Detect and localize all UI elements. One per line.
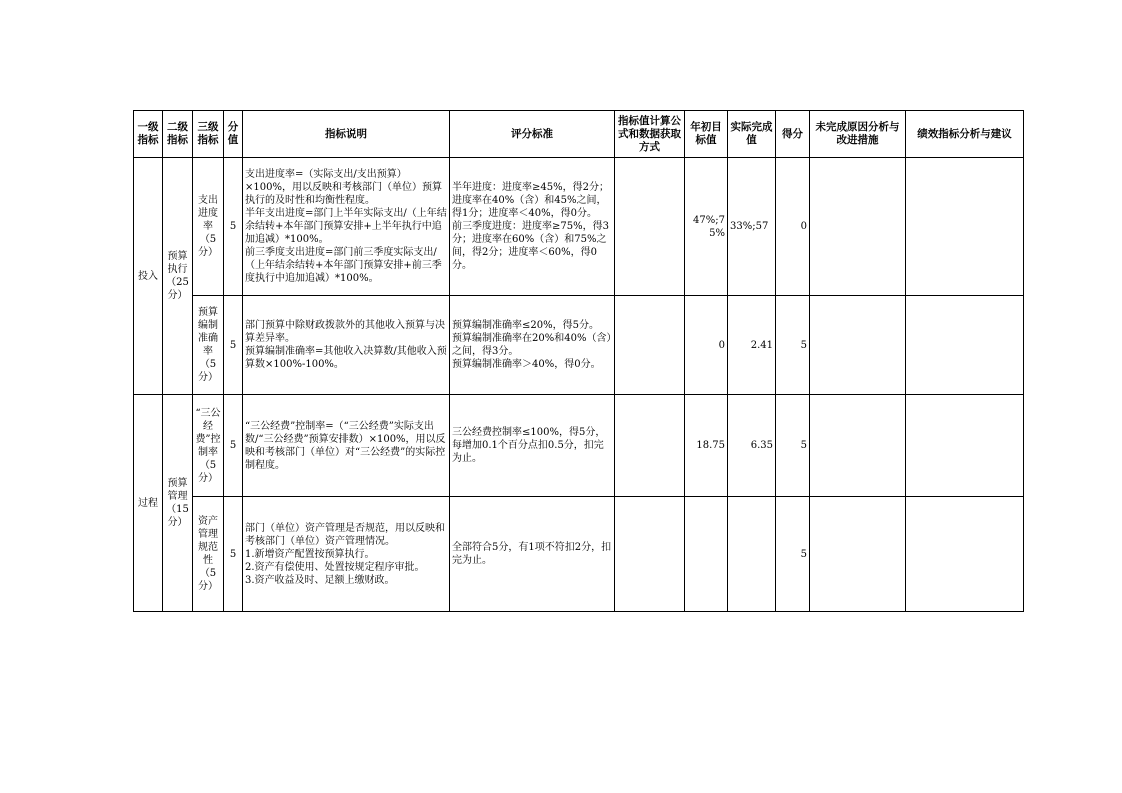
header-score-value: 分值 [224,111,243,158]
indicator-formula [615,497,685,612]
indicator-advice [906,497,1024,612]
indicator-actual: 6.35 [728,395,776,497]
indicator-score-value: 5 [224,395,243,497]
header-standard: 评分标准 [450,111,615,158]
indicator-reason [810,158,906,296]
indicator-target: 0 [685,296,728,395]
indicator-formula [615,158,685,296]
indicator-score-value: 5 [224,296,243,395]
indicator-formula [615,395,685,497]
group-budget-mgmt: 预算管理（15分） [163,395,193,612]
indicator-score: 5 [776,395,810,497]
indicator-score-value: 5 [224,497,243,612]
indicator-name: “三公经费”控制率（5分） [193,395,224,497]
indicator-description: 部门（单位）资产管理是否规范，用以反映和考核部门（单位）资产管理情况。 1.新增资产配置按预算执行。 2.资产有偿使用、处置按规定程序审批。 3.资产收益及时、足额上缴财政。 [243,497,450,612]
table-row [134,395,1024,497]
indicator-score: 5 [776,497,810,612]
indicator-advice [906,395,1024,497]
indicator-target [685,497,728,612]
indicator-description: “三公经费”控制率=（“三公经费”实际支出数/“三公经费”预算安排数）×100%，用以反映和考核部门（单位）对“三公经费”的实际控制程度。 [243,395,450,497]
indicator-description: 支出进度率=（实际支出/支出预算）×100%，用以反映和考核部门（单位）预算执行的及时性和均衡性程度。 半年支出进度=部门上半年实际支出/（上年结余结转+本年部门预算安排+上半年执行中追加追减）*100%。 前三季度支出进度=部门前三季度实际支出/（上年结余结转+本年部门预算安排+前三季度执行中追加追减）*100%。 [243,158,450,296]
table-row [134,158,1024,296]
group-input: 投入 [134,158,163,395]
indicator-name: 资产管理规范性（5分） [193,497,224,612]
indicator-actual: 2.41 [728,296,776,395]
indicator-target: 18.75 [685,395,728,497]
performance-table [133,110,1024,612]
table-row [134,497,1024,612]
indicator-advice [906,158,1024,296]
indicator-reason [810,497,906,612]
indicator-standard: 半年进度：进度率≥45%，得2分；进度率在40%（含）和45%之间，得1分；进度率＜40%，得0分。 前三季度进度：进度率≥75%，得3分；进度率在60%（含）和75%之间，得2分；进度率＜60%，得0分。 [450,158,615,296]
header-level1: 一级指标 [134,111,163,158]
indicator-reason [810,296,906,395]
indicator-standard: 全部符合5分，有1项不符扣2分，扣完为止。 [450,497,615,612]
header-level3: 三级指标 [193,111,224,158]
indicator-actual [728,497,776,612]
indicator-score-value: 5 [224,158,243,296]
header-row [134,111,1024,158]
indicator-score: 0 [776,158,810,296]
table-row [134,296,1024,395]
indicator-advice [906,296,1024,395]
indicator-actual: 33%;57 [728,158,776,296]
indicator-description: 部门预算中除财政拨款外的其他收入预算与决算差异率。 预算编制准确率=其他收入决算数/其他收入预算数×100%-100%。 [243,296,450,395]
indicator-standard: 三公经费控制率≤100%，得5分，每增加0.1个百分点扣0.5分，扣完为止。 [450,395,615,497]
header-score: 得分 [776,111,810,158]
indicator-name: 支出进度率（5分） [193,158,224,296]
header-description: 指标说明 [243,111,450,158]
indicator-target: 47%;75% [685,158,728,296]
indicator-score: 5 [776,296,810,395]
group-budget-exec: 预算执行（25分） [163,158,193,395]
header-actual: 实际完成值 [728,111,776,158]
header-target: 年初目标值 [685,111,728,158]
header-reason: 未完成原因分析与改进措施 [810,111,906,158]
header-advice: 绩效指标分析与建议 [906,111,1024,158]
header-level2: 二级指标 [163,111,193,158]
group-process: 过程 [134,395,163,612]
indicator-reason [810,395,906,497]
indicator-name: 预算编制准确率（5分） [193,296,224,395]
indicator-standard: 预算编制准确率≤20%，得5分。 预算编制准确率在20%和40%（含）之间，得3分。 预算编制准确率＞40%，得0分。 [450,296,615,395]
header-formula: 指标值计算公式和数据获取方式 [615,111,685,158]
indicator-formula [615,296,685,395]
